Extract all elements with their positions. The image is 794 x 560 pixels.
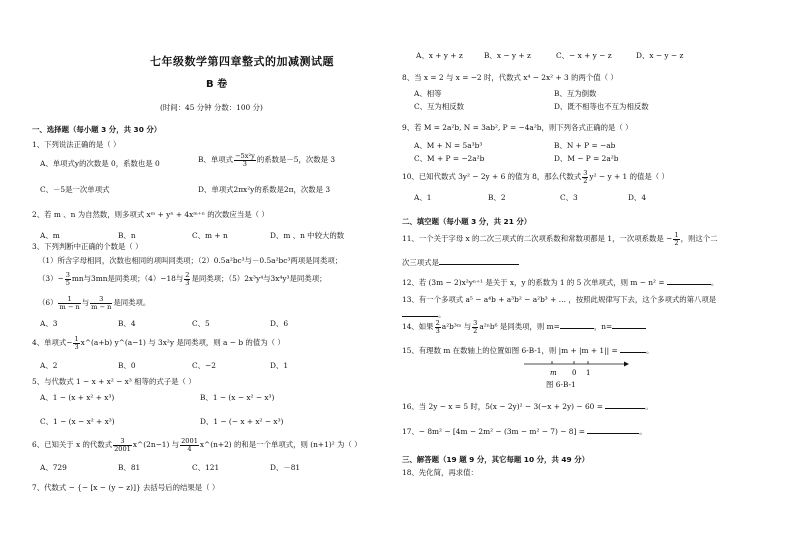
q13-answer-blank[interactable] xyxy=(402,308,438,317)
q3-items-3-5: （3）− $\frac{3}{5}$ mn与3mn是同类项；（4）−18与 $\frac{2}{3}$ 是同类项；（5）2x³y⁴与3x⁴y³是同类项； xyxy=(38,271,327,287)
q8-stem: 8、当 x = 2 与 x = −2 时，代数式 x⁴ − 2x² + 3 的两个值（ ） xyxy=(402,73,618,82)
q15-stem: 15、有理数 m 在数轴上的位置如图 6-B-1，则 |m + |m + 1|| = 。 xyxy=(402,346,654,355)
q11-stem: 11、一个关于字母 x 的二次三项式的二次项系数和常数项都是 1，一次项系数是 − $\frac{1}{2}$ ，则这个二 xyxy=(402,231,718,247)
q8-option-a: A、相等 xyxy=(414,89,442,98)
right-column xyxy=(400,0,780,560)
q8-option-c: C、互为相反数 xyxy=(414,102,464,111)
q4-option-a: A、2 xyxy=(40,361,58,370)
q9-stem: 9、若 M = 2a²b, N = 3ab², P = −4a²b，则下列各式正确的是（ ） xyxy=(402,123,633,132)
q6-option-b: B、81 xyxy=(118,463,141,472)
q5-option-a: A、1 − (x + x² + x³) xyxy=(40,393,115,402)
q10-option-c: C、3 xyxy=(560,193,578,202)
q2-option-c: C、m + n xyxy=(192,231,228,240)
q16-answer-blank[interactable] xyxy=(605,400,645,409)
q2-stem: 2、若 m 、n 为自然数，则多项式 xᵐ + yⁿ + 4xᵐ⁺ⁿ 的次数应当是（ ） xyxy=(32,210,269,219)
q3-option-a: A、3 xyxy=(40,319,58,328)
q4-option-d: D、1 xyxy=(270,361,289,370)
q16-stem: 16、当 2y − x = 5 时，5(x − 2y)² − 3(−x + 2y) − 60 = 。 xyxy=(402,402,653,411)
q7-stem: 7、代数式 − {− [x − (y − z)]} 去括号后的结果是（ ） xyxy=(32,483,220,492)
page-subtitle: B 卷 xyxy=(206,79,228,90)
q5-option-b: B、1 − (x − x² − x³) xyxy=(200,393,275,402)
q1-option-c: C、－5是一次单项式 xyxy=(40,185,110,194)
q6-option-d: D、－81 xyxy=(270,463,301,472)
page-title: 七年级数学第四章整式的加减测试题 xyxy=(150,55,334,68)
q3-items-1-2: （1）所含字母相同，次数也相同的项叫同类项；（2）0.5a²bc³与－0.5a²bc³两项是同类项； xyxy=(38,256,343,265)
left-column xyxy=(0,0,380,560)
q3-item-6: （6） $\frac{1}{m - n}$ 与 $\frac{3}{m - n}$ 是同类项。 xyxy=(38,295,151,311)
q7-option-a: A、x + y + z xyxy=(416,51,463,60)
q10-option-b: B、2 xyxy=(488,193,506,202)
q2-option-a: A、m xyxy=(40,231,60,240)
q6-option-c: C、121 xyxy=(192,463,220,472)
q3-stem: 3、下列判断中正确的个数是（ ） xyxy=(32,242,143,251)
q8-option-d: D、既不相等也不互为相反数 xyxy=(554,102,649,111)
q1-option-a: A、单项式y的次数是 0，系数也是 0 xyxy=(40,159,160,168)
q11-answer-blank[interactable] xyxy=(439,256,519,265)
q8-option-b: B、互为倒数 xyxy=(554,89,597,98)
q3-option-c: C、5 xyxy=(192,319,210,328)
q15-answer-blank[interactable] xyxy=(620,344,646,353)
q3-option-d: D、6 xyxy=(270,319,289,328)
q9-option-c: C、M + P = −2a²b xyxy=(414,154,485,163)
q12-stem: 12、若 (3m − 2)x²yⁿ⁺¹ 是关于 x，y 的系数为 1 的 5 次单项式，则 m − n² = 。 xyxy=(402,278,719,287)
figure-caption: 图 6-B-1 xyxy=(546,380,576,389)
q6-option-a: A、729 xyxy=(40,463,67,472)
q3-option-b: B、4 xyxy=(118,319,136,328)
q7-option-d: D、x − y − z xyxy=(636,51,684,60)
q14-n-blank[interactable] xyxy=(612,320,646,329)
q14-stem: 14、如果 $\frac{2}{3}$ a²b³ᵐ 与 $\frac{3}{2}$ a²ⁿb⁶ 是同类项，则 m= ，n= xyxy=(402,320,646,334)
q9-option-b: B、N + P = −ab xyxy=(554,141,616,150)
number-line-figure xyxy=(520,356,630,380)
q13-line2: 。 xyxy=(402,308,445,320)
q1-stem: 1、下列说法正确的是（ ） xyxy=(32,140,121,149)
q4-option-c: C、−2 xyxy=(192,361,216,370)
section-solve-heading: 三、解答题（19 题 9 分，其它每题 10 分，共 49 分） xyxy=(402,455,590,464)
q2-option-b: B、n xyxy=(118,231,136,240)
q4-option-b: B、0 xyxy=(118,361,136,370)
q1-option-b: B、单项式 $\frac{\text{−5x²y}}{3}$ 的系数是－5，次数是 3 xyxy=(198,152,336,168)
q6-stem: 6、已知关于 x 的代数式 $\frac{3}{2001}$ x^(2n−1) 与 $\frac{2001}{4}$ x^(n+2) 的和是一个单项式，则 (n+1)² 为（ ） xyxy=(32,437,362,453)
q10-option-a: A、1 xyxy=(414,193,432,202)
exam-meta: (时间：45 分钟 分数：100 分) xyxy=(160,103,263,112)
q17-answer-blank[interactable] xyxy=(587,425,639,434)
q1-option-d: D、单项式2πx²y的系数是2π，次数是 3 xyxy=(198,185,331,194)
q13-stem: 13、有一个多项式 a⁵ − a⁴b + a³b² − a²b³ + … ，按照此规律写下去，这个多项式的第八项是 xyxy=(402,295,717,304)
section-fill-heading: 二、填空题（每小题 3 分，共 21 分） xyxy=(402,217,532,226)
q14-m-blank[interactable] xyxy=(560,320,594,329)
q7-option-b: B、x − y + z xyxy=(484,51,531,60)
q7-option-c: C、− x + y − z xyxy=(556,51,612,60)
q10-option-d: D、4 xyxy=(628,193,647,202)
q2-option-d: D、m 、n 中较大的数 xyxy=(270,231,345,240)
q12-answer-blank[interactable] xyxy=(667,276,711,285)
q11-line2: 次三项式是 xyxy=(402,256,519,268)
q5-option-c: C、1 − (x − x² + x³) xyxy=(40,417,115,426)
q9-option-d: D、M − P = 2a²b xyxy=(554,154,619,163)
axis-label-0: 0 xyxy=(572,369,577,377)
axis-label-1: 1 xyxy=(586,369,591,377)
axis-label-m: m xyxy=(550,369,557,377)
number-line-arrow xyxy=(624,362,629,367)
q5-stem: 5、与代数式 1 − x + x² − x³ 相等的式子是（ ） xyxy=(32,377,196,386)
q4-stem: 4、单项式− $\frac{1}{3}$ x^(a+b) y^(a−1) 与 3x²y 是同类项，则 a − b 的值为（ ） xyxy=(32,335,285,351)
q17-stem: 17、− 8m² − [4m − 2m² − (3m − m² − 7) − 8] = 。 xyxy=(402,427,647,436)
q10-stem: 10、已知代数式 3y² − 2y + 6 的值为 8，那么代数式 $\frac{3}{2}$ y² − y + 1 的值是（ ） xyxy=(402,169,669,185)
q9-option-a: A、M + N = 5a³b³ xyxy=(414,141,483,150)
q5-option-d: D、1 − (− x + x² − x³) xyxy=(200,417,284,426)
q18-stem: 18、先化简，再求值： xyxy=(402,468,478,477)
section-choice-heading: 一、选择题（每小题 3 分，共 30 分） xyxy=(32,125,162,134)
